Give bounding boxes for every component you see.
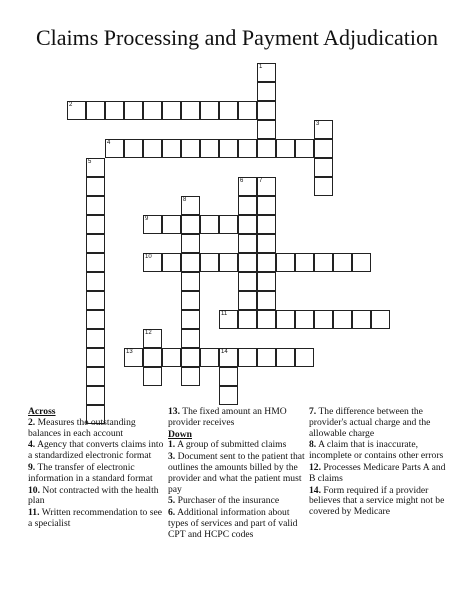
clue-down-7: 7. The difference between the provider's actual charge and the allowable charge xyxy=(309,406,431,439)
grid-cell[interactable] xyxy=(238,291,257,310)
grid-cell[interactable] xyxy=(276,253,295,272)
grid-cell[interactable] xyxy=(238,272,257,291)
grid-cell[interactable] xyxy=(67,101,86,120)
cell-number: 4 xyxy=(107,140,111,146)
grid-cell[interactable] xyxy=(295,253,314,272)
grid-cell[interactable] xyxy=(257,196,276,215)
grid-cell[interactable] xyxy=(143,367,162,386)
grid-cell[interactable] xyxy=(124,101,143,120)
clue-across-10: 10. Not contracted with the health plan xyxy=(28,484,159,507)
grid-cell[interactable] xyxy=(200,253,219,272)
grid-cell[interactable] xyxy=(162,101,181,120)
grid-cell[interactable] xyxy=(200,348,219,367)
clue-down-12: 12. Processes Medicare Parts A and B claims xyxy=(309,461,446,484)
grid-cell[interactable] xyxy=(219,253,238,272)
grid-cell[interactable] xyxy=(86,158,105,177)
down-heading: Down xyxy=(168,428,192,440)
grid-cell[interactable] xyxy=(295,310,314,329)
grid-cell[interactable] xyxy=(181,291,200,310)
grid-cell[interactable] xyxy=(257,348,276,367)
clue-across-11: 11. Written recommendation to see a specialist xyxy=(28,507,162,529)
cell-number: 9 xyxy=(145,216,149,222)
clue-down-14: 14. Form required if a provider believes that a service might not be covered by Medicare xyxy=(309,484,445,518)
puzzle-title: Claims Processing and Payment Adjudication xyxy=(35,25,439,50)
grid-cell[interactable] xyxy=(257,177,276,196)
grid-cell[interactable] xyxy=(86,291,105,310)
grid-cell[interactable] xyxy=(276,348,295,367)
cell-number: 10 xyxy=(145,254,152,260)
clue-column-1 xyxy=(28,407,164,531)
grid-cell[interactable] xyxy=(238,177,257,196)
grid-cell[interactable] xyxy=(219,101,238,120)
grid-cell[interactable] xyxy=(86,272,105,291)
grid-cell[interactable] xyxy=(238,253,257,272)
clue-down-3: 3. Document sent to the patient that outlines the amounts billed by the provider and what the patient must pay xyxy=(168,451,305,495)
clue-across-2: 2. Measures the outstanding balances in each account xyxy=(28,416,136,439)
grid-cell[interactable] xyxy=(276,139,295,158)
grid-cell[interactable] xyxy=(257,234,276,253)
grid-cell[interactable] xyxy=(295,139,314,158)
grid-cell[interactable] xyxy=(219,386,238,405)
cell-number: 2 xyxy=(69,102,73,108)
grid-cell[interactable] xyxy=(86,386,105,405)
cell-number: 13 xyxy=(126,349,133,355)
grid-cell[interactable] xyxy=(257,139,276,158)
grid-cell[interactable] xyxy=(124,348,143,367)
grid-cell[interactable] xyxy=(105,101,124,120)
grid-cell[interactable] xyxy=(333,310,352,329)
grid-cell[interactable] xyxy=(86,310,105,329)
grid-cell[interactable] xyxy=(86,215,105,234)
grid-cell[interactable] xyxy=(257,291,276,310)
grid-cell[interactable] xyxy=(181,329,200,348)
grid-cell[interactable] xyxy=(143,139,162,158)
grid-cell[interactable] xyxy=(86,367,105,386)
grid-cell[interactable] xyxy=(257,63,276,82)
grid-cell[interactable] xyxy=(181,215,200,234)
grid-cell[interactable] xyxy=(181,310,200,329)
grid-cell[interactable] xyxy=(86,253,105,272)
grid-cell[interactable] xyxy=(352,253,371,272)
grid-cell[interactable] xyxy=(257,253,276,272)
grid-cell[interactable] xyxy=(143,215,162,234)
grid-cell[interactable] xyxy=(295,348,314,367)
clue-across-13: 13. The fixed amount an HMO provider receives xyxy=(168,406,287,428)
grid-cell[interactable] xyxy=(257,272,276,291)
grid-cell[interactable] xyxy=(238,348,257,367)
grid-cell[interactable] xyxy=(181,348,200,367)
grid-cell[interactable] xyxy=(105,139,124,158)
clue-across-9: 9. The transfer of electronic information in a standard format xyxy=(28,461,153,484)
grid-cell[interactable] xyxy=(143,253,162,272)
grid-cell[interactable] xyxy=(86,329,105,348)
cell-number: 7 xyxy=(259,178,263,184)
grid-cell[interactable] xyxy=(86,234,105,253)
grid-cell[interactable] xyxy=(219,367,238,386)
grid-cell[interactable] xyxy=(86,101,105,120)
cell-number: 8 xyxy=(183,197,187,203)
grid-cell[interactable] xyxy=(257,215,276,234)
cell-number: 6 xyxy=(240,178,244,184)
grid-cell[interactable] xyxy=(257,101,276,120)
grid-cell[interactable] xyxy=(333,253,352,272)
grid-cell[interactable] xyxy=(238,215,257,234)
grid-cell[interactable] xyxy=(314,310,333,329)
grid-cell[interactable] xyxy=(257,310,276,329)
grid-cell[interactable] xyxy=(181,253,200,272)
grid-cell[interactable] xyxy=(314,158,333,177)
grid-cell[interactable] xyxy=(238,310,257,329)
grid-cell[interactable] xyxy=(219,139,238,158)
cell-number: 3 xyxy=(316,121,320,127)
grid-cell[interactable] xyxy=(162,215,181,234)
grid-cell[interactable] xyxy=(181,196,200,215)
grid-cell[interactable] xyxy=(238,196,257,215)
cell-number: 12 xyxy=(145,330,152,336)
grid-cell[interactable] xyxy=(143,348,162,367)
grid-cell[interactable] xyxy=(257,120,276,139)
clue-column-3 xyxy=(309,407,449,519)
grid-cell[interactable] xyxy=(257,82,276,101)
grid-cell[interactable] xyxy=(124,139,143,158)
grid-cell[interactable] xyxy=(219,215,238,234)
grid-cell[interactable] xyxy=(143,329,162,348)
grid-cell[interactable] xyxy=(143,101,162,120)
grid-cell[interactable] xyxy=(86,196,105,215)
clue-column-2 xyxy=(168,407,305,542)
clue-down-6: 6. Additional information about types of services and part of valid CPT and HCPC codes xyxy=(168,507,298,540)
clue-across-4: 4. Agency that converts claims into a standardized electronic format xyxy=(28,439,164,462)
grid-cell[interactable] xyxy=(200,139,219,158)
grid-cell[interactable] xyxy=(181,234,200,253)
grid-cell[interactable] xyxy=(314,120,333,139)
grid-cell[interactable] xyxy=(314,177,333,196)
grid-cell[interactable] xyxy=(181,272,200,291)
grid-cell[interactable] xyxy=(314,139,333,158)
grid-cell[interactable] xyxy=(238,101,257,120)
grid-cell[interactable] xyxy=(219,310,238,329)
grid-cell[interactable] xyxy=(238,234,257,253)
grid-cell[interactable] xyxy=(276,310,295,329)
grid-cell[interactable] xyxy=(162,139,181,158)
grid-cell[interactable] xyxy=(86,177,105,196)
grid-cell[interactable] xyxy=(181,367,200,386)
grid-cell[interactable] xyxy=(86,348,105,367)
grid-cell[interactable] xyxy=(219,348,238,367)
grid-cell[interactable] xyxy=(352,310,371,329)
grid-cell[interactable] xyxy=(371,310,390,329)
grid-cell[interactable] xyxy=(238,139,257,158)
cell-number: 1 xyxy=(259,64,263,70)
across-heading: Across xyxy=(28,406,56,417)
grid-cell[interactable] xyxy=(200,215,219,234)
cell-number: 14 xyxy=(221,349,228,355)
grid-cell[interactable] xyxy=(162,253,181,272)
grid-cell[interactable] xyxy=(200,101,219,120)
cell-number: 5 xyxy=(88,159,92,165)
grid-cell[interactable] xyxy=(162,348,181,367)
cell-number: 11 xyxy=(221,311,228,317)
grid-cell[interactable] xyxy=(181,101,200,120)
clue-down-1: 1. A group of submitted claims xyxy=(168,439,287,451)
grid-cell[interactable] xyxy=(314,253,333,272)
clue-down-5: 5. Purchaser of the insurance xyxy=(168,495,280,507)
grid-cell[interactable] xyxy=(181,139,200,158)
clue-down-8: 8. A claim that is inaccurate, incomplete or contains other errors xyxy=(309,439,444,462)
